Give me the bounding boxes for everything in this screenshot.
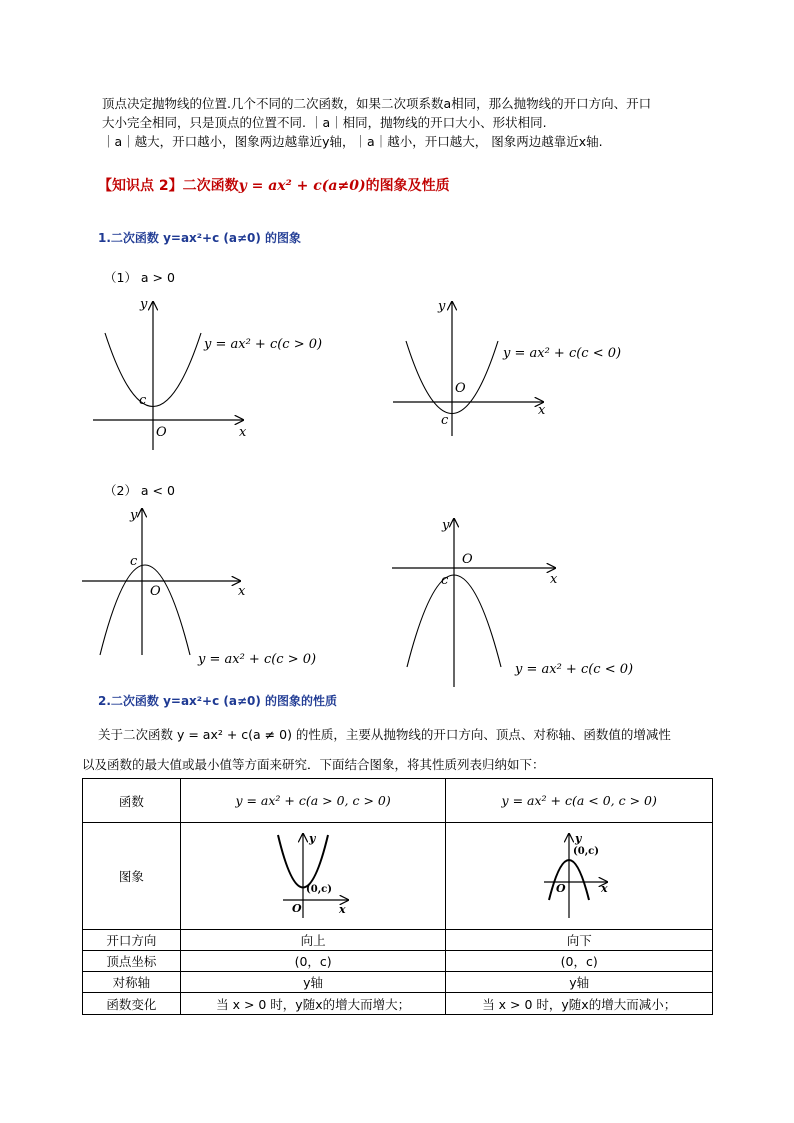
col1-opening: 向上	[180, 930, 446, 951]
section-title-post: 的图象及性质	[365, 178, 450, 194]
equation-label: y = ax² + c(c < 0)	[503, 346, 622, 361]
subheading-2: 2.二次函数 y=ax²+c (a≠0) 的图象的性质	[98, 694, 338, 708]
col1-vertex: (0，c)	[180, 951, 446, 972]
intro-line-3: ｜a｜越大，开口越小，图象两边越靠近y轴，｜a｜越小，开口越大， 图象两边越靠近x轴.	[102, 134, 603, 149]
col2-vertex: (0，c)	[446, 951, 713, 972]
section-heading	[98, 175, 450, 195]
row-label-opening: 开口方向	[83, 930, 181, 951]
mini-graph-up	[273, 830, 353, 922]
case-a-negative: （2） a < 0	[104, 483, 175, 498]
case-a-positive: （1） a > 0	[104, 270, 175, 285]
c-label: c	[441, 573, 449, 588]
equation-label: y = ax² + c(c > 0)	[198, 652, 317, 667]
col2-graph	[446, 823, 713, 930]
properties-table	[82, 778, 713, 1015]
graph-a-pos-c-pos	[88, 290, 328, 460]
table-row	[83, 972, 713, 993]
origin-label: O	[556, 882, 566, 895]
graph-a-pos-c-neg	[388, 296, 628, 456]
table-row	[83, 823, 713, 930]
origin-label: O	[455, 381, 466, 396]
col2-axis: y轴	[446, 972, 713, 993]
row-label-vertex: 顶点坐标	[83, 951, 181, 972]
c-label: c	[139, 393, 147, 408]
table-row	[83, 993, 713, 1015]
row-label-graph: 图象	[83, 823, 181, 930]
origin-label: O	[292, 902, 302, 915]
point-label: (0,c)	[573, 846, 600, 857]
section-title-pre: 二次函数	[182, 178, 239, 194]
para-line-1: 关于二次函数 y = ax² + c(a ≠ 0) 的性质，主要从抛物线的开口方向、顶点、对称轴、函数值的增减性	[98, 727, 671, 742]
col1-axis: y轴	[180, 972, 446, 993]
table-row	[83, 951, 713, 972]
col2-function: y = ax² + c(a < 0, c > 0)	[446, 779, 713, 823]
section-bracket: 【知识点 2】	[98, 178, 183, 194]
row-label-function: 函数	[83, 779, 181, 823]
origin-label: O	[462, 552, 473, 567]
x-label: x	[239, 425, 247, 440]
table-row	[83, 779, 713, 823]
x-label: x	[550, 572, 558, 587]
subheading-1: 1.二次函数 y=ax²+c (a≠0) 的图象	[98, 231, 302, 245]
intro-line-1: 顶点决定抛物线的位置.几个不同的二次函数，如果二次项系数a相同，那么抛物线的开口方向、开口	[102, 96, 652, 111]
row-label-change: 函数变化	[83, 993, 181, 1015]
origin-label: O	[156, 425, 167, 440]
col2-change: 当 x > 0 时，y随x的增大而减小；	[446, 993, 713, 1015]
row-label-axis: 对称轴	[83, 972, 181, 993]
table-row	[83, 930, 713, 951]
col2-opening: 向下	[446, 930, 713, 951]
c-label: c	[130, 554, 138, 569]
origin-label: O	[150, 584, 161, 599]
col1-change: 当 x > 0 时，y随x的增大而增大；	[180, 993, 446, 1015]
y-label: y	[130, 508, 138, 523]
intro-line-2: 大小完全相同，只是顶点的位置不同. ｜a｜相同，抛物线的开口大小、形状相同.	[102, 115, 547, 130]
equation-label: y = ax² + c(c > 0)	[204, 337, 323, 352]
col1-function: y = ax² + c(a > 0, c > 0)	[180, 779, 446, 823]
para-line-2: 以及函数的最大值或最小值等方面来研究．下面结合图象，将其性质列表归纳如下：	[82, 757, 545, 772]
y-label: y	[438, 299, 446, 314]
mini-graph-down	[539, 830, 619, 922]
y-label: y	[140, 297, 148, 312]
c-label: c	[441, 413, 449, 428]
x-label: x	[538, 403, 546, 418]
y-label: y	[575, 832, 582, 845]
x-label: x	[601, 882, 608, 895]
graph-a-neg-c-pos	[80, 505, 320, 675]
equation-label: y = ax² + c(c < 0)	[515, 662, 634, 677]
x-label: x	[339, 903, 346, 916]
parabola	[100, 565, 190, 655]
y-label: y	[442, 518, 450, 533]
section-formula: y = ax² + c(a≠0)	[238, 178, 366, 194]
graph-a-neg-c-neg	[390, 515, 640, 690]
y-label: y	[309, 832, 316, 845]
point-label: (0,c)	[306, 884, 333, 895]
x-label: x	[238, 584, 246, 599]
col1-graph	[180, 823, 446, 930]
